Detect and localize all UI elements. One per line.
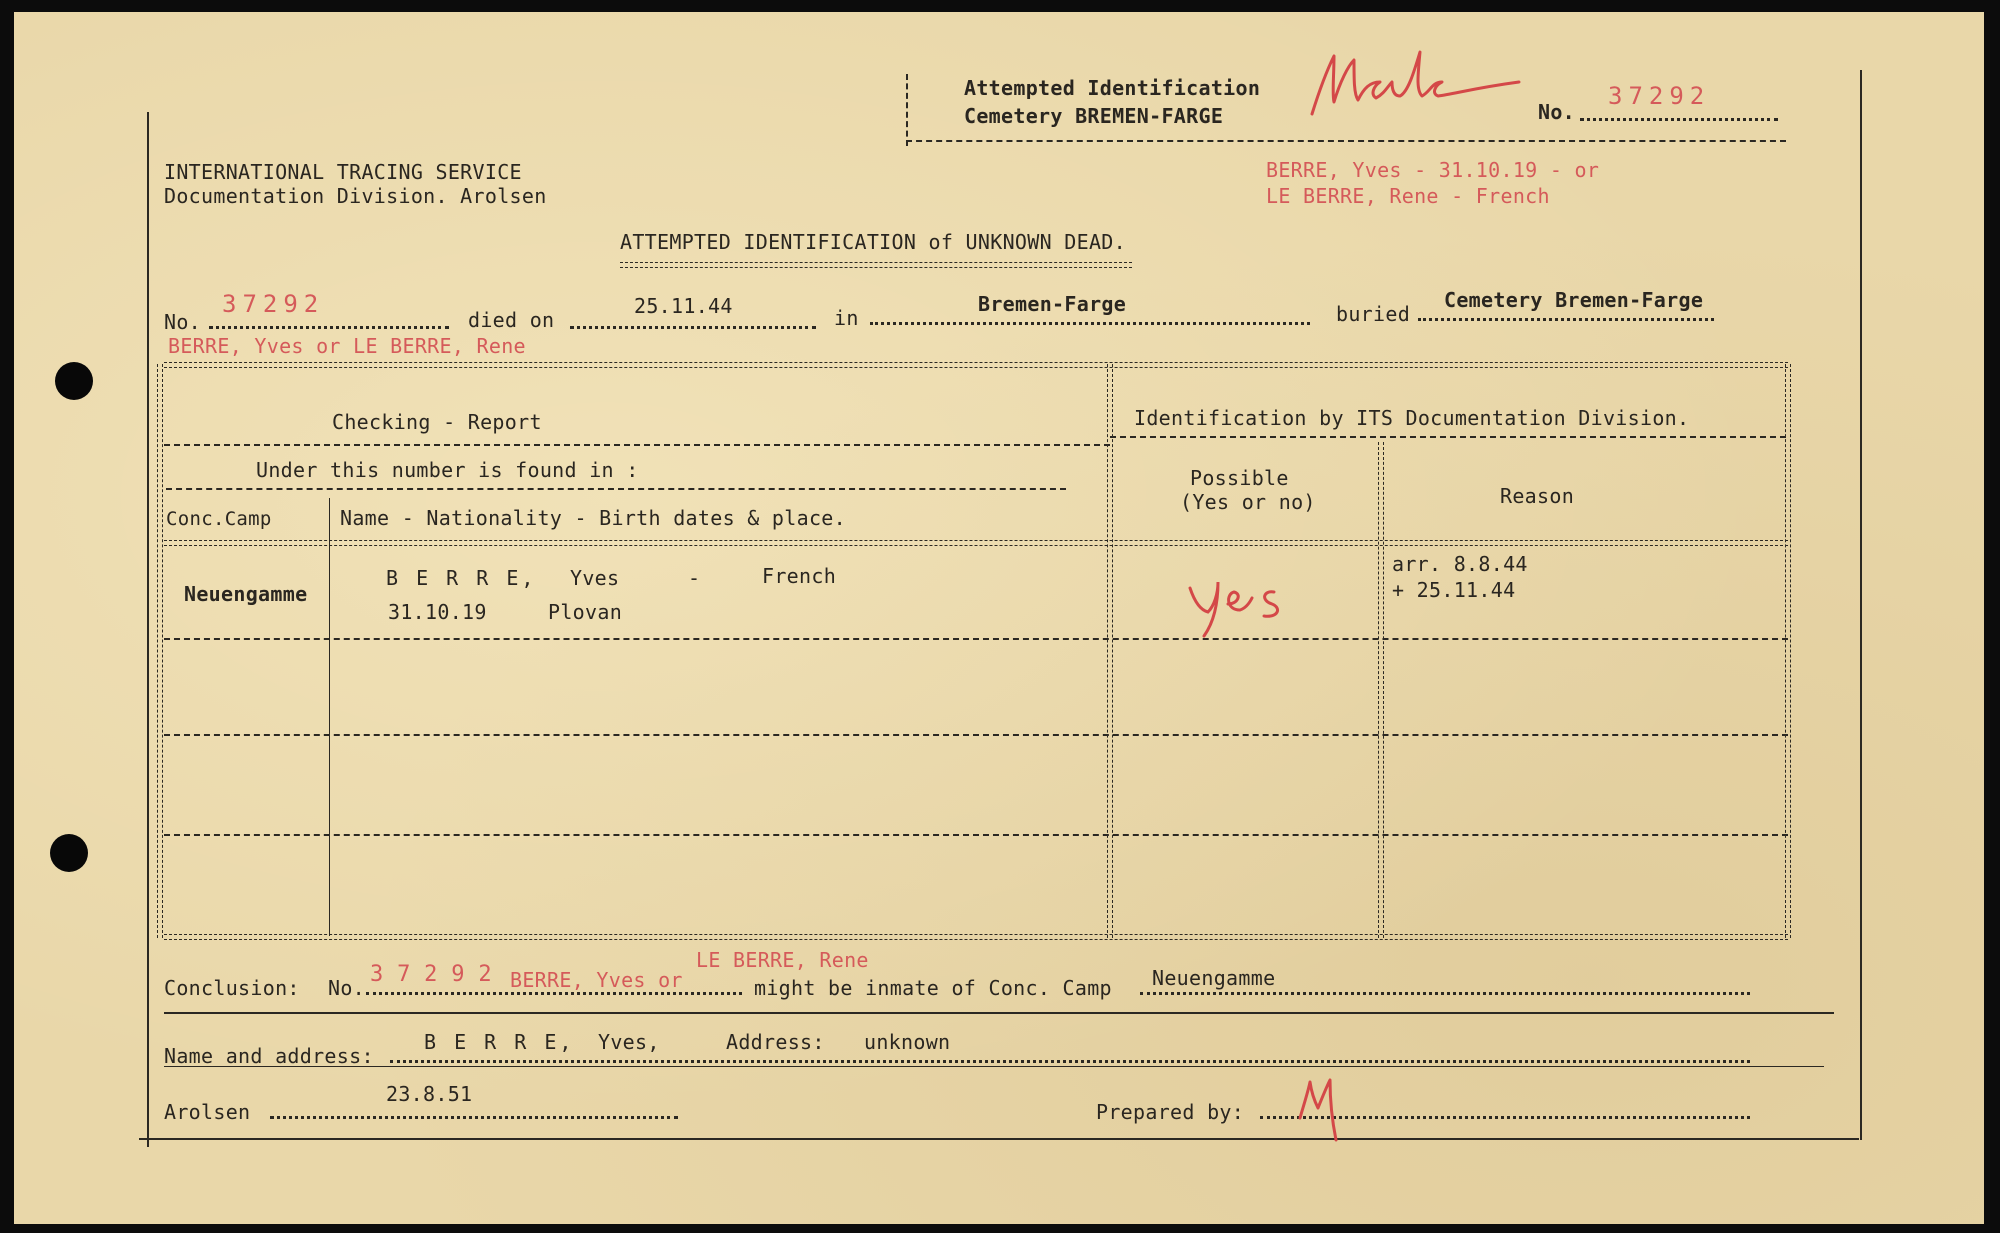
table-row2-bottom bbox=[164, 734, 1788, 736]
header-no-dotted-line bbox=[1580, 118, 1778, 121]
name-address-surname: B E R R E, bbox=[424, 1030, 575, 1054]
possible-column-header: Possible bbox=[1190, 466, 1289, 490]
address-value: unknown bbox=[864, 1030, 951, 1054]
red-note-line2: LE BERRE, Rene - French bbox=[1266, 184, 1550, 208]
row1-nationality: French bbox=[762, 564, 837, 588]
died-on-label: died on bbox=[468, 308, 555, 332]
table-line-identification bbox=[1110, 436, 1786, 438]
prepared-by-label: Prepared by: bbox=[1096, 1100, 1245, 1124]
footer-date-dotted-line bbox=[270, 1116, 678, 1119]
name-address-dotted-line bbox=[390, 1060, 1750, 1063]
header-box-line1: Attempted Identification bbox=[964, 76, 1261, 100]
prepared-by-initials-signature bbox=[1294, 1074, 1354, 1144]
yes-or-no-column-header: (Yes or no) bbox=[1180, 490, 1316, 514]
in-dotted-line bbox=[870, 322, 1310, 325]
buried-dotted-line bbox=[1418, 318, 1714, 321]
conclusion-camp-dotted-line bbox=[1140, 992, 1750, 995]
checking-report-header: Checking - Report bbox=[332, 410, 542, 434]
conclusion-rule bbox=[164, 1012, 1834, 1014]
row1-name: B E R R E, bbox=[386, 566, 537, 590]
table-left-border bbox=[157, 364, 163, 938]
row1-possible-yes-handwritten bbox=[1184, 560, 1304, 640]
conclusion-might-be: might be inmate of Conc. Camp bbox=[754, 976, 1112, 1000]
row1-first-name: Yves bbox=[570, 566, 620, 590]
row1-reason-line2: + 25.11.44 bbox=[1392, 578, 1516, 602]
footer-date: 23.8.51 bbox=[386, 1082, 473, 1106]
died-on-value: 25.11.44 bbox=[634, 294, 733, 318]
record-card bbox=[14, 12, 1984, 1224]
conclusion-label: Conclusion: bbox=[164, 976, 300, 1000]
org-line2: Documentation Division. Arolsen bbox=[164, 184, 547, 208]
header-box-left-edge bbox=[906, 74, 908, 146]
made-handwritten-stamp bbox=[1304, 42, 1534, 122]
reason-column-header: Reason bbox=[1500, 484, 1575, 508]
row1-dash: - bbox=[688, 566, 701, 590]
record-no-label: No. bbox=[164, 310, 202, 334]
table-row3-bottom bbox=[164, 834, 1788, 836]
address-label: Address: bbox=[726, 1030, 825, 1054]
conclusion-no-label: No. bbox=[328, 976, 366, 1000]
footer-place: Arolsen bbox=[164, 1100, 251, 1124]
table-camp-divider bbox=[329, 498, 330, 936]
punch-hole-top bbox=[55, 362, 93, 400]
record-no-value: 37292 bbox=[222, 290, 325, 318]
conclusion-camp: Neuengamme bbox=[1152, 966, 1276, 990]
org-line1: INTERNATIONAL TRACING SERVICE bbox=[164, 160, 522, 184]
name-address-first: Yves, bbox=[598, 1030, 660, 1054]
buried-label: buried bbox=[1336, 302, 1411, 326]
conclusion-no-value: 3 7 2 9 2 bbox=[370, 962, 492, 987]
table-header-bottom-border bbox=[164, 540, 1788, 546]
conclusion-no-dotted-line bbox=[366, 992, 742, 995]
buried-value: Cemetery Bremen-Farge bbox=[1444, 288, 1704, 312]
name-column-header: Name - Nationality - Birth dates & place. bbox=[340, 506, 846, 530]
under-number-header: Under this number is found in : bbox=[256, 458, 639, 482]
header-box-line2: Cemetery BREMEN-FARGE bbox=[964, 104, 1224, 128]
frame-bottom-line bbox=[139, 1138, 1859, 1140]
table-top-border bbox=[164, 362, 1788, 368]
row1-birth-date: 31.10.19 bbox=[388, 600, 487, 624]
name-address-rule bbox=[164, 1066, 1824, 1067]
punch-hole-bottom bbox=[50, 834, 88, 872]
identification-header: Identification by ITS Documentation Division. bbox=[1134, 406, 1690, 430]
conc-camp-column-header: Conc.Camp bbox=[166, 508, 272, 530]
table-line-checking-report bbox=[164, 444, 1110, 446]
row1-reason-line1: arr. 8.8.44 bbox=[1392, 552, 1528, 576]
conclusion-name-red-above: LE BERRE, Rene bbox=[696, 948, 869, 972]
document-title: ATTEMPTED IDENTIFICATION of UNKNOWN DEAD. bbox=[620, 230, 1126, 254]
row1-birth-place: Plovan bbox=[548, 600, 623, 624]
frame-right-line bbox=[1860, 70, 1862, 1140]
header-no-label: No. bbox=[1538, 100, 1576, 124]
header-no-value: 37292 bbox=[1608, 82, 1711, 110]
name-address-label: Name and address: bbox=[164, 1044, 374, 1068]
died-on-dotted-line bbox=[570, 326, 816, 329]
row1-possible-value bbox=[1204, 582, 1206, 583]
table-right-border bbox=[1785, 364, 1791, 938]
frame-left-line bbox=[147, 112, 149, 1147]
header-box-bottom-edge bbox=[906, 140, 1786, 142]
record-name-note: BERRE, Yves or LE BERRE, Rene bbox=[168, 334, 526, 358]
title-underline bbox=[620, 262, 1132, 268]
table-middle-divider bbox=[1107, 364, 1113, 938]
table-line-under-number bbox=[166, 488, 1066, 490]
red-note-line1: BERRE, Yves - 31.10.19 - or bbox=[1266, 158, 1600, 182]
table-row1-bottom bbox=[164, 638, 1788, 640]
in-value: Bremen-Farge bbox=[978, 292, 1127, 316]
in-label: in bbox=[834, 306, 859, 330]
conclusion-name-red: BERRE, Yves or bbox=[510, 968, 683, 992]
table-bottom-border bbox=[164, 934, 1788, 940]
row1-camp: Neuengamme bbox=[184, 582, 308, 606]
table-reason-divider bbox=[1378, 442, 1384, 938]
record-no-dotted-line bbox=[209, 326, 449, 329]
